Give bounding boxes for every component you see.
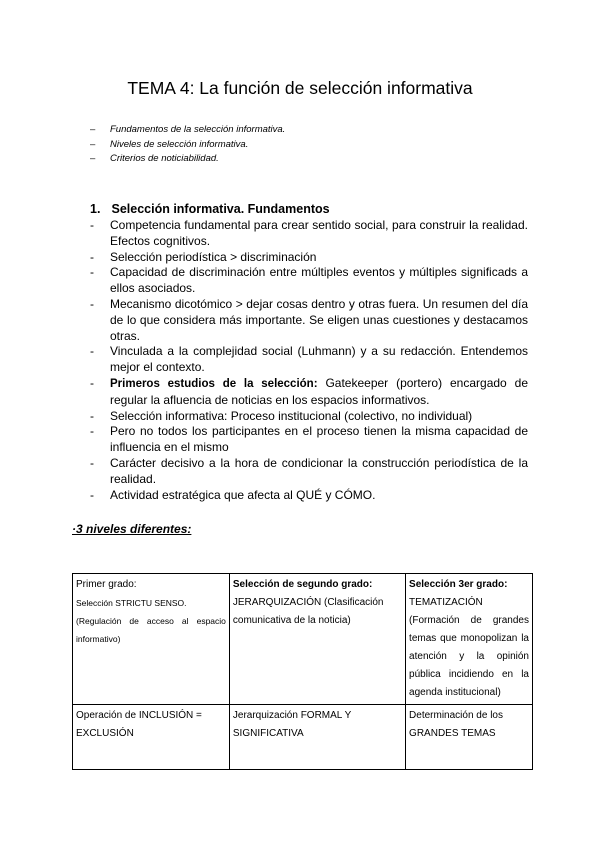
first-studies-label: Primeros estudios de la selección: <box>110 377 318 390</box>
bullet-item: - Selección informativa: Proceso institucional (colectivo, no individual) <box>90 409 528 425</box>
section-number: 1. <box>90 202 101 216</box>
bullet-item: - Carácter decisivo a la hora de condicionar la construcción periodística de la realidad. <box>90 456 528 488</box>
topic-item: – Criterios de noticiabilidad. <box>90 152 285 167</box>
bullet-item: - Pero no todos los participantes en el proceso tienen la misma capacidad de influencia en el mismo <box>90 424 528 456</box>
topic-item: – Fundamentos de la selección informativa. <box>90 123 285 138</box>
first-grade-title: Primer grado: <box>76 579 137 590</box>
topic-item: – Niveles de selección informativa. <box>90 138 285 153</box>
table-cell <box>229 705 405 770</box>
bullet-item: - Mecanismo dicotómico > dejar cosas dentro y otras fuera. Un resumen del día de lo que considera más importante. Se eligen unas cuestiones y destacamos otras. <box>90 297 528 344</box>
bullet-item: - Capacidad de discriminación entre múltiples eventos y múltiples significads a ellos asociados. <box>90 265 528 297</box>
table-cell-second-grade <box>229 574 405 705</box>
bullet-item: - Selección periodística > discriminación <box>90 250 528 266</box>
topics-list <box>90 123 285 167</box>
row2-col3-text: Determinación de los GRANDES TEMAS <box>409 710 503 739</box>
table-row <box>73 574 533 705</box>
second-grade-text: JERARQUIZACIÓN (Clasificación comunicativa de la noticia) <box>232 597 384 626</box>
first-grade-note: (Regulación de acceso al espacio informativo) <box>76 616 226 644</box>
table-cell-first-grade <box>73 574 230 705</box>
selection-levels-table <box>72 573 533 770</box>
table-row <box>73 705 533 770</box>
bullet-item-first-studies <box>90 376 528 409</box>
row2-col2-text: Jerarquización FORMAL Y SIGNIFICATIVA <box>232 710 352 739</box>
bullet-item: - Vinculada a la complejidad social (Luhmann) y a su redacción. Entendemos mejor el contexto. <box>90 344 528 376</box>
second-grade-title: Selección de segundo grado: <box>232 579 373 590</box>
first-grade-line: Selección STRICTU SENSO. <box>76 598 187 608</box>
third-grade-text: TEMATIZACIÓN (Formación de grandes temas que monopolizan la atención y la opinión pública incidiendo en la agenda institucional) <box>409 597 529 698</box>
first-studies-text: Gatekeeper (portero) encargado de regular la afluencia de noticias en los espacios informativos. <box>110 375 528 407</box>
bullet-item: - Competencia fundamental para crear sentido social, para construir la realidad. Efectos cognitivos. <box>90 218 528 250</box>
row2-col1-text: Operación de INCLUSIÓN = EXCLUSIÓN <box>76 710 202 739</box>
section-title: Selección informativa. Fundamentos <box>111 202 330 216</box>
section-bullets <box>90 218 528 503</box>
bullet-item: - Actividad estratégica que afecta al QUÉ y CÓMO. <box>90 488 528 504</box>
third-grade-title: Selección 3er grado: <box>409 579 508 590</box>
table-cell <box>406 705 533 770</box>
table-cell-third-grade <box>406 574 533 705</box>
table-cell <box>73 705 230 770</box>
page-title: TEMA 4: La función de selección informativa <box>127 78 473 98</box>
section-heading <box>90 202 330 216</box>
levels-heading: ·3 niveles diferentes: <box>72 522 192 536</box>
